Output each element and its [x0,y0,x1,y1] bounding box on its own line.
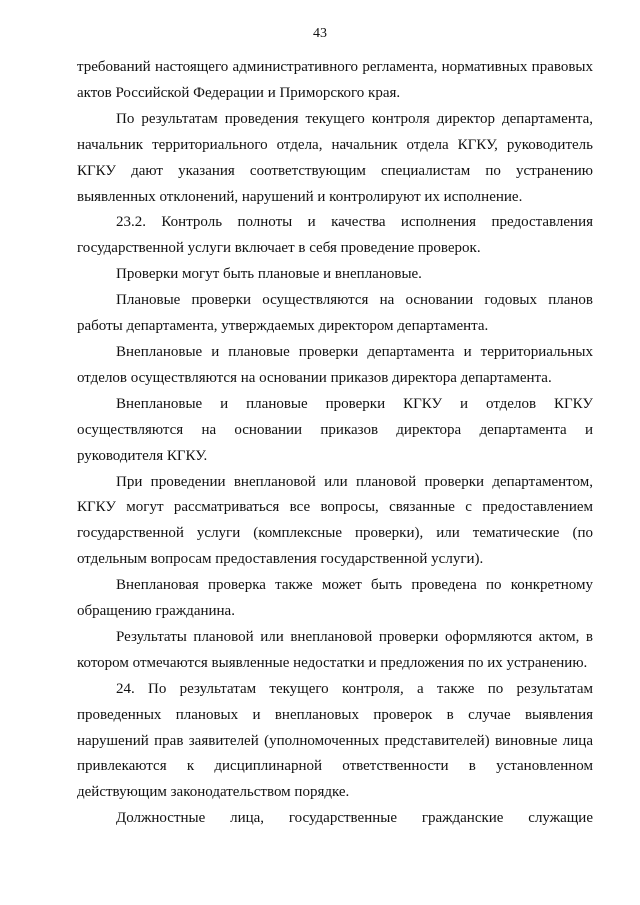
paragraph-1-continuation: требований настоящего административного регламента, нормативных правовых актов Российской Федерации и Приморского края. [77,59,593,101]
paragraph-9: Внеплановая проверка также может быть проведена по конкретному обращению гражданина. [77,577,593,620]
paragraph-8: При проведении внеплановой или плановой проверки департаментом, КГКУ могут рассматриваться все вопросы, связанные с предоставлением государственной услуги (комплексные проверки), или тематические (по отдельным вопросам предоставления государственной услуги). [77,473,593,568]
paragraph-12-start: Должностные лица, государственные гражданские служащие [116,810,593,827]
paragraph-11: 24. По результатам текущего контроля, а также по результатам проведенных плановых и внеплановых проверок в случае выявления нарушений прав заявителей (уполномоченных представителей) виновные лица привлекаются к дисциплинарной ответственности в установленном действующим законодательством порядке. [77,680,593,801]
paragraph-7: Внеплановые и плановые проверки КГКУ и отделов КГКУ осуществляются на основании приказов директора департамента и руководителя КГКУ. [77,395,593,464]
paragraph-3: 23.2. Контроль полноты и качества исполнения предоставления государственной услуги включает в себя проведение проверок. [77,214,593,257]
paragraph-5: Плановые проверки осуществляются на основании годовых планов работы департамента, утверждаемых директором департамента. [77,292,593,335]
page-number: 43 [313,26,327,41]
document-body [77,55,593,832]
paragraph-10: Результаты плановой или внеплановой проверки оформляются актом, в котором отмечаются выявленные недостатки и предложения по их устранению. [77,628,593,671]
paragraph-2: По результатам проведения текущего контроля директор департамента, начальник территориального отдела, начальник отдела КГКУ, руководитель КГКУ дают указания соответствующим специалистам по устранению выявленных отклонений, нарушений и контролируют их исполнение. [77,110,593,205]
paragraph-4: Проверки могут быть плановые и внеплановые. [116,266,422,283]
paragraph-6: Внеплановые и плановые проверки департамента и территориальных отделов осуществляются на основании приказов директора департамента. [77,343,593,386]
